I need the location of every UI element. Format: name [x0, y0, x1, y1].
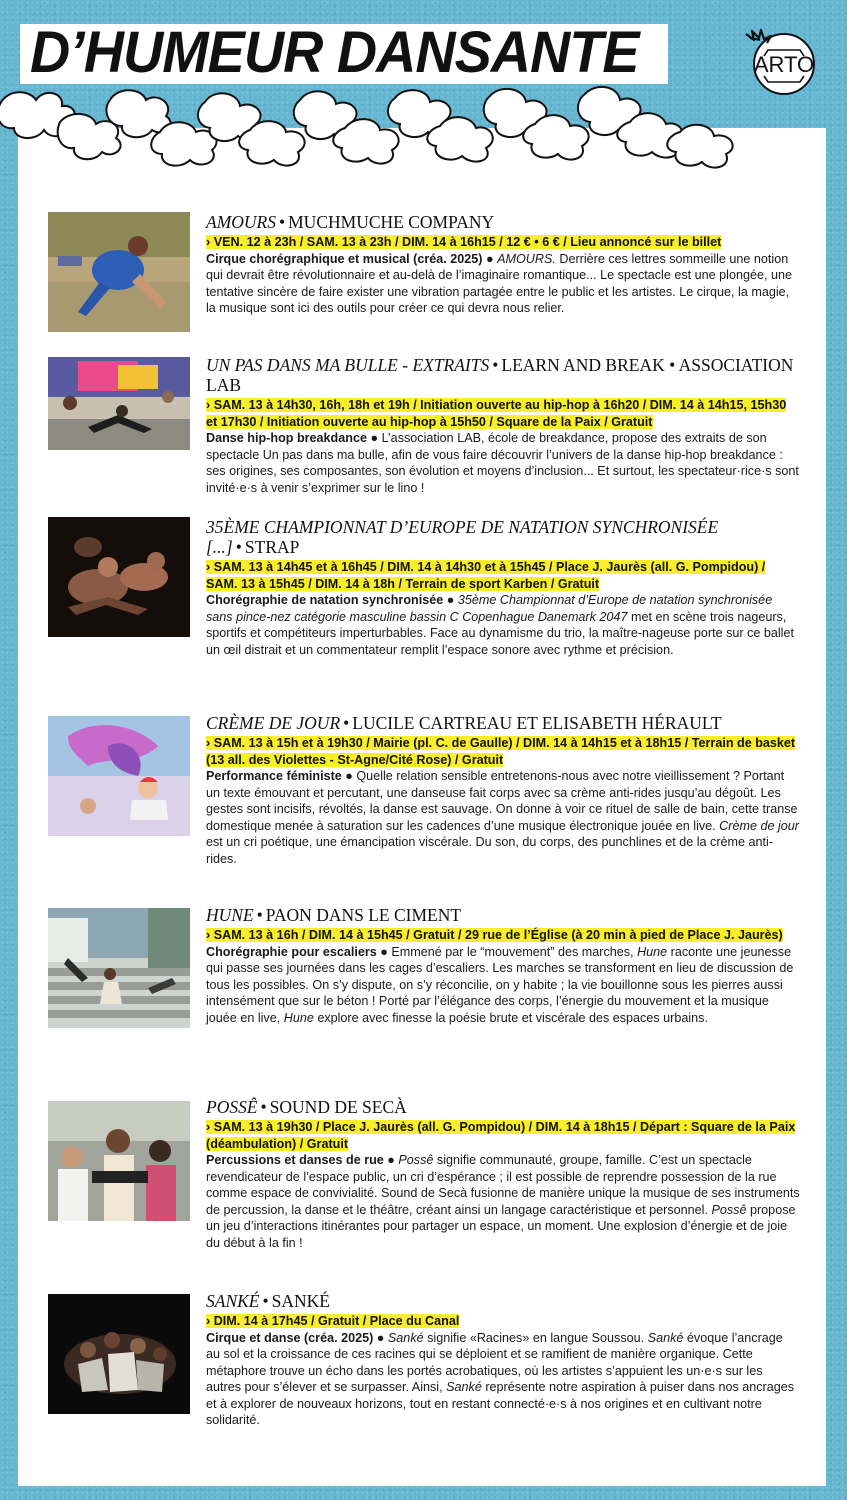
event-dates: › SAM. 13 à 15h et à 19h30 / Mairie (pl. C. de Gaulle) / DIM. 14 à 14h15 et à 18h15 / Terrain de basket (13 all. des Violettes - St-Agne/Cité Rose) / Gratuit — [206, 736, 796, 767]
event-description: Danse hip-hop breakdance ● L’association LAB, école de breakdance, propose des extraits de son spectacle Un pas dans ma bulle, afin de vous faire découvrir l’univers de la danse hip-hop breakdance : ses origines, ses composantes, son évolution et moyens d’inclusion... Et surtout, les spectateur·rice·s sont invité·e·s à venir s’exprimer sur le lino ! — [206, 431, 799, 495]
event-photo — [48, 1101, 190, 1221]
event-championnat-natation — [48, 517, 800, 667]
event-description: Cirque et danse (créa. 2025) ● Sanké signifie «Racines» en langue Soussou. Sanké évoque l’ancrage au sol et la croissance de ces racines qui se déploient et se ramifient de manière organique. Cette métaphore trouve un écho dans les portés acrobatiques, où les artistes s’appuient les un·e·s sur les autres pour s’élever et se surpasser. Ainsi, Sanké représente notre aspiration à puiser dans nos ancrages et à explorer de nouveaux horizons, tout en restant connecté·e·s à nos origines et en cultivant notre solidarité. — [206, 1330, 795, 1427]
cloud-doodles — [0, 82, 847, 182]
event-creme-de-jour — [48, 713, 800, 878]
event-dates: › SAM. 13 à 14h45 et à 16h45 / DIM. 14 à 14h30 et à 15h45 / Place J. Jaurès (all. G. Pompidou) / SAM. 13 à 15h45 / DIM. 14 à 18h / Terrain de sport Karben / Gratuit — [206, 560, 766, 591]
event-hune — [48, 905, 800, 1070]
event-content — [206, 713, 800, 867]
event-content — [206, 1291, 800, 1429]
event-posse — [48, 1097, 800, 1262]
event-dates: › SAM. 13 à 19h30 / Place J. Jaurès (all. G. Pompidou) / DIM. 14 à 18h15 / Départ : Square de la Paix (déambulation) / Gratuit — [206, 1120, 796, 1151]
event-description: Chorégraphie de natation synchronisée ● 35ème Championnat d’Europe de natation synchronisée sans pince-nez catégorie masculine bassin C Copenhague Danemark 2047 met en scène trois nageurs, sportifs et compétiteurs imperturbables. Face au dynamisme du trio, la maître-nageuse porte sur ce ballet un œil distrait et un commentateur remplit l’espace sonore avec rythme et précision. — [206, 593, 794, 657]
event-description: Percussions et danses de rue ● Possê signifie communauté, groupe, famille. C’est un spectacle revendicateur de l’espace public, un cri d’espérance ; il est possible de reprendre possession de la rue comme espace de convivialité. Sound de Secà fusionne de manière unique la musique de ses instruments de percussion, la danse et le théâtre, créant ainsi un langage caractéristique et personnel. Possê propose un jeu d’interactions itinérantes pour partager un espace, un moment. Une explosion d’énergie et de joie du début à la fin ! — [206, 1153, 800, 1250]
event-dates: › DIM. 14 à 17h45 / Gratuit / Place du Canal — [206, 1314, 460, 1328]
event-dates: › SAM. 13 à 16h / DIM. 14 à 15h45 / Gratuit / 29 rue de l’Église (à 20 min à pied de Place J. Jaurès) — [206, 928, 783, 942]
event-title: 35ÈME CHAMPIONNAT D’EUROPE DE NATATION SYNCHRONISÉE [...] • STRAP — [206, 517, 719, 557]
event-title: UN PAS DANS MA BULLE - EXTRAITS • LEARN AND BREAK • ASSOCIATION LAB — [206, 355, 794, 395]
event-title: CRÈME DE JOUR • LUCILE CARTREAU ET ELISABETH HÉRAULT — [206, 713, 722, 733]
event-content — [206, 1097, 800, 1251]
event-content — [206, 517, 800, 658]
event-photo — [48, 1294, 190, 1414]
event-content — [206, 905, 800, 1026]
event-content — [206, 212, 800, 317]
event-title: AMOURS • MUCHMUCHE COMPANY — [206, 212, 495, 232]
event-photo — [48, 908, 190, 1028]
event-description: Cirque chorégraphique et musical (créa. 2025) ● AMOURS. Derrière ces lettres sommeille une notion qui devrait être révolutionnaire et au-delà de l’imaginaire romantique... Le spectacle est une plongée, une tentative sincère de faire exister une vibration partagée entre le public et les artistes. Le cirque, la magie, la musique sont ici des outils pour créer ce qui devra nous relier. — [206, 251, 792, 315]
event-title: HUNE • PAON DANS LE CIMENT — [206, 905, 462, 925]
event-dates: › VEN. 12 à 23h / SAM. 13 à 23h / DIM. 14 à 16h15 / 12 € • 6 € / Lieu annoncé sur le billet — [206, 235, 722, 249]
event-dates: › SAM. 13 à 14h30, 16h, 18h et 19h / Initiation ouverte au hip-hop à 16h20 / DIM. 14 à 14h15, 15h30 et 17h30 / Initiation ouverte au hip-hop à 15h50 / Square de la Paix / Gratuit — [206, 398, 787, 429]
event-description: Performance féministe ● Quelle relation sensible entretenons-nous avec notre vieillissement ? Portant un texte émouvant et percutant, une danseuse fait corps avec sa crème anti-rides jusqu’au dégoût. Les gestes sont incisifs, révoltés, la danse est sauvage. On donne à voir ce rituel de salle de bain, cette transe domestique menée à saturation sur les cadences d’une musique électronique jouée en live. Crème de jour est un cri poétique, une émancipation viscérale. Du son, du corps, des punchlines et de la crème anti-rides. — [206, 769, 799, 866]
event-un-pas-dans-ma-bulle — [48, 355, 800, 495]
event-photo — [48, 212, 190, 332]
event-content — [206, 355, 800, 496]
logo-text: ARTO — [753, 52, 815, 77]
event-title: POSSÊ • SOUND DE SECÀ — [206, 1097, 407, 1117]
event-photo — [48, 716, 190, 836]
event-photo — [48, 357, 190, 450]
event-title: SANKÉ • SANKÉ — [206, 1291, 330, 1311]
event-amours — [48, 212, 800, 336]
page-title: D’HUMEUR DANSANTE — [30, 20, 639, 85]
event-description: Chorégraphie pour escaliers ● Emmené par le “mouvement” des marches, Hune raconte une jeunesse qui passe ses journées dans les cages d’escaliers. Les marches se transforment en lieu de discussion de tous les possibles. On s’y dispute, on s’y réconcilie, on y habite ; la vie bouillonne sous les pierres aussi intensément que sur le béton ! Porté par l’élégance des corps, l’énergie du mouvement et la musique jouée en live, Hune explore avec finesse la poésie brute et viscérale des espaces urbains. — [206, 944, 794, 1025]
event-sanke — [48, 1291, 800, 1441]
event-photo — [48, 517, 190, 637]
